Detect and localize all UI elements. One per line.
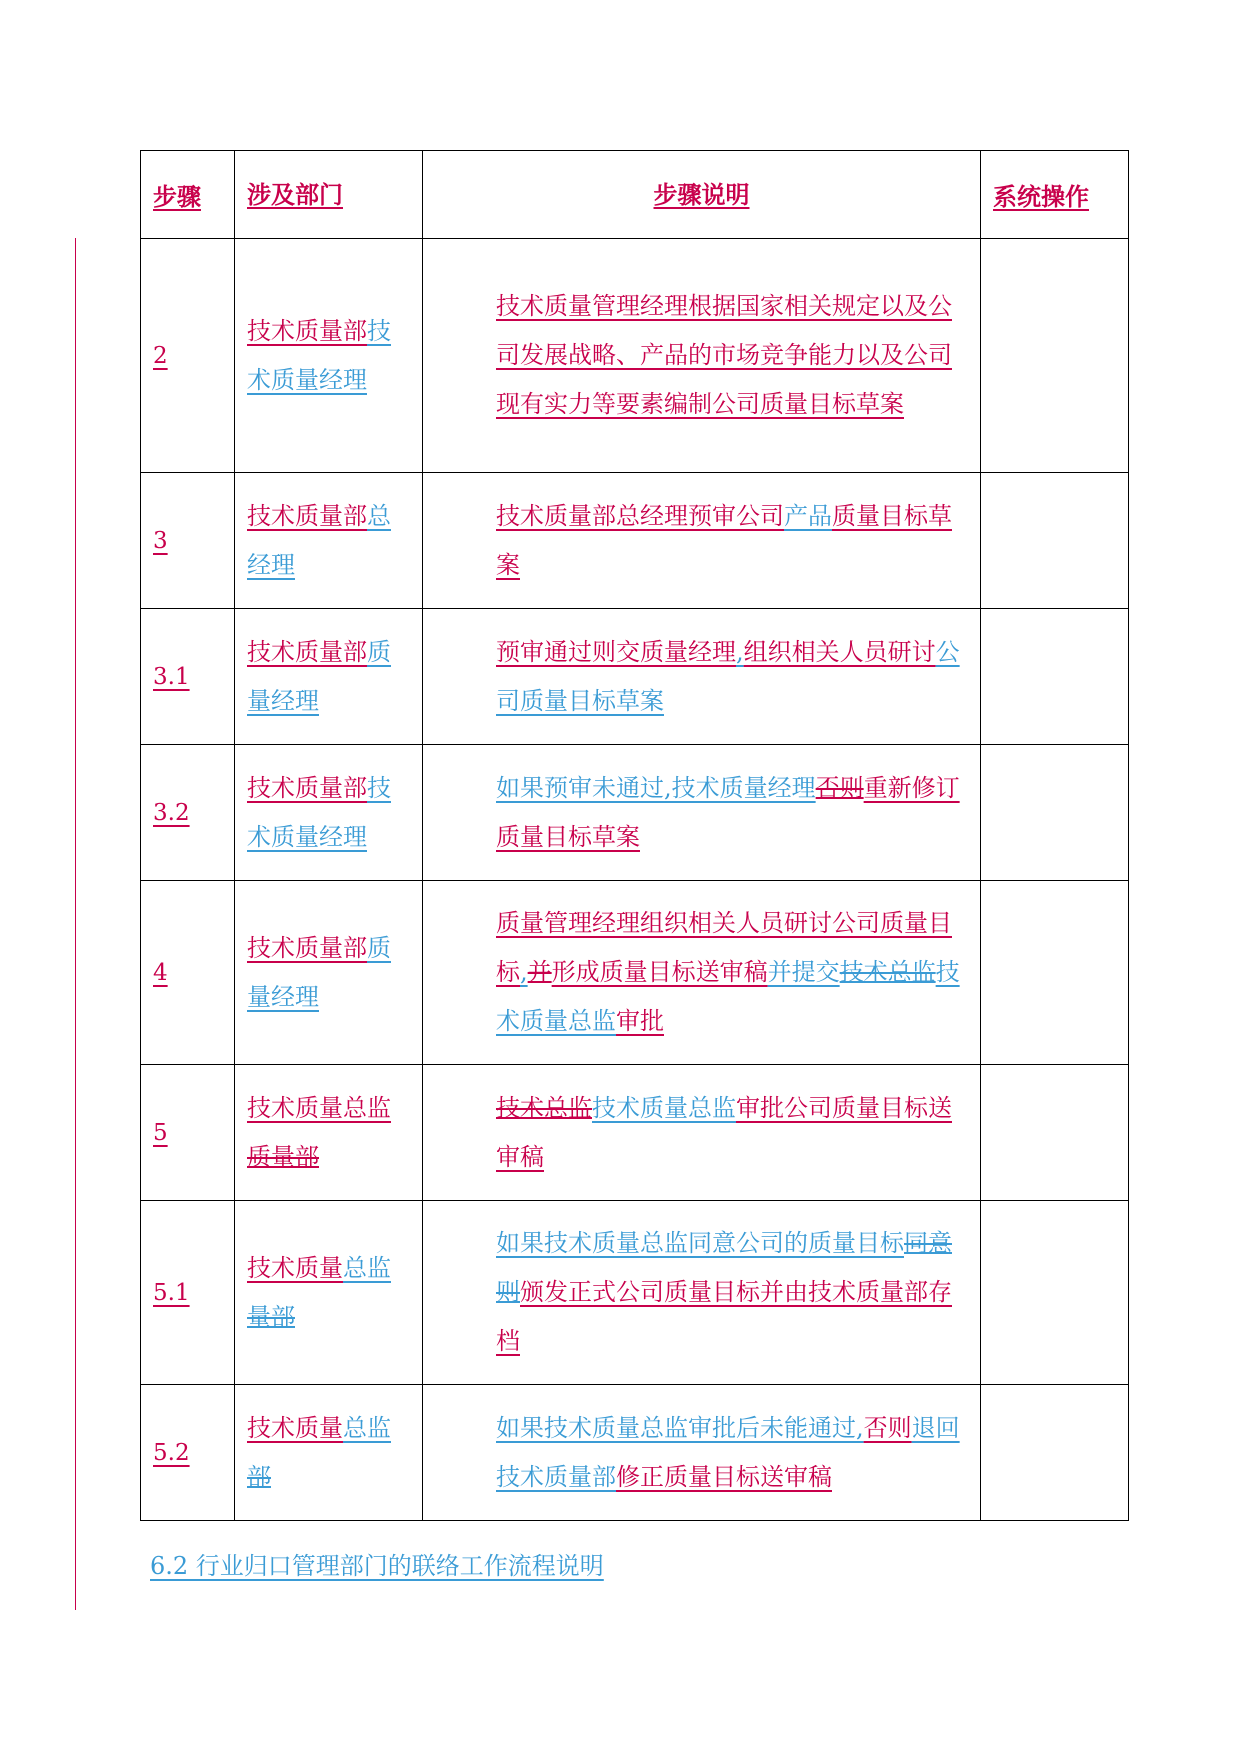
system-operation-cell [981,745,1129,881]
description-segment: 公司质量目标草案 [496,637,960,715]
department-cell [235,1201,423,1385]
department-segment: 量部 [247,1302,295,1331]
department-segment: 总监 [343,1253,391,1282]
system-operation-cell [981,473,1129,609]
table-row [141,239,1129,473]
department-segment: 总经理 [247,501,391,579]
table-row [141,1065,1129,1201]
description-segment: 技术质量总监 [496,958,960,1035]
description-segment: 并提交 [767,958,840,986]
department-segment: 质量经理 [247,933,391,1011]
header-system-operation: 系统操作 [981,151,1129,239]
description-cell [423,1065,981,1201]
description-segment: 技术质量总监 [592,1093,736,1122]
step-number-cell [141,881,235,1065]
step-number: 3.2 [153,799,190,826]
description-segment: , [520,958,528,986]
department-cell [235,881,423,1065]
department-segment: 技术质量部 [247,501,367,530]
system-operation-cell [981,1385,1129,1521]
table-row [141,881,1129,1065]
step-number: 3.1 [153,663,190,690]
description-segment: 修正质量目标送审稿 [616,1462,832,1491]
description-segment: 如果预审未通过,技术质量经理 [496,773,816,802]
description-segment: 审批公司质量目标送审稿 [496,1093,952,1171]
table-header-row [141,151,1129,239]
department-cell [235,745,423,881]
department-cell [235,1065,423,1201]
description-segment: 技术总监 [496,1093,592,1122]
step-number: 2 [153,342,168,369]
table-body [141,239,1129,1521]
step-number: 5.2 [153,1439,190,1466]
step-number-cell [141,745,235,881]
description-cell [423,239,981,473]
department-segment: 技术质量经理 [247,773,391,851]
department-segment: 质量经理 [247,637,391,715]
system-operation-cell [981,1201,1129,1385]
department-cell [235,609,423,745]
description-segment: 技术质量管理经理根据国家相关规定以及公司发展战略、产品的市场竞争能力以及公司现有实力等要素编制公司质量目标草案 [496,292,952,418]
step-number: 3 [153,527,168,554]
description-segment: 如果技术质量总监审批后未能通过, [496,1413,864,1442]
department-segment: 技术质量 [247,1253,343,1282]
description-cell [423,745,981,881]
table-row [141,473,1129,609]
description-segment: 并 [527,958,552,986]
department-segment: 技术质量部 [247,933,367,962]
description-cell [423,609,981,745]
header-description: 步骤说明 [423,151,981,239]
description-segment: 同意则 [496,1229,952,1306]
step-number-cell [141,1385,235,1521]
header-step: 步骤 [141,151,235,239]
description-segment: 否则 [863,1413,912,1442]
step-number: 4 [153,959,168,986]
revision-change-bar [75,238,76,1610]
system-operation-cell [981,881,1129,1065]
step-number-cell [141,473,235,609]
department-segment: 技术质量经理 [247,316,391,394]
step-number-cell [141,1201,235,1385]
system-operation-cell [981,239,1129,473]
description-cell [423,1385,981,1521]
description-cell [423,881,981,1065]
process-step-table [140,150,1129,1521]
department-segment: 技术质量 [247,1413,343,1442]
table-row [141,609,1129,745]
description-cell [423,473,981,609]
system-operation-cell [981,1065,1129,1201]
description-segment: 质量管理经理组织相关人员研讨公司质量目标 [496,909,952,986]
description-segment: 预审通过则交质量经理 [496,637,736,666]
department-segment: 技术质量部 [247,773,367,802]
description-segment: 产品 [784,501,832,530]
table-row [141,745,1129,881]
description-segment: 技术质量部总经理预审公司 [496,501,784,530]
description-segment: 审批 [616,1007,664,1035]
department-segment: 总监 [343,1413,391,1442]
header-department: 涉及部门 [235,151,423,239]
description-segment: 颁发正式公司质量目标并由技术质量部存档 [496,1278,952,1355]
department-cell [235,473,423,609]
department-cell [235,1385,423,1521]
step-number: 5.1 [153,1279,190,1306]
table-row [141,1385,1129,1521]
department-segment: 质量部 [247,1142,319,1171]
step-number-cell [141,239,235,473]
department-segment: 部 [247,1462,271,1491]
step-number-cell [141,609,235,745]
description-segment: 退回技术质量部 [496,1413,960,1491]
section-heading: 6.2 行业归口管理部门的联络工作流程说明 [150,1552,604,1580]
department-segment: 技术质量总监 [247,1093,391,1122]
table-row [141,1201,1129,1385]
description-segment: 形成质量目标送审稿 [551,958,768,986]
description-segment: 技术总监 [839,958,936,986]
department-segment: 技术质量部 [247,316,367,345]
description-segment: , [736,637,744,666]
department-segment: 技术质量部 [247,637,367,666]
system-operation-cell [981,609,1129,745]
description-segment: 组织相关人员研讨 [743,637,936,666]
description-segment: 如果技术质量总监同意公司的质量目标 [496,1229,904,1257]
description-segment: 否则 [815,773,864,802]
description-segment: 质量目标草案 [496,501,952,579]
description-segment: 重新修订质量目标草案 [496,773,960,851]
step-number-cell [141,1065,235,1201]
step-number: 5 [153,1119,168,1146]
description-cell [423,1201,981,1385]
department-cell [235,239,423,473]
